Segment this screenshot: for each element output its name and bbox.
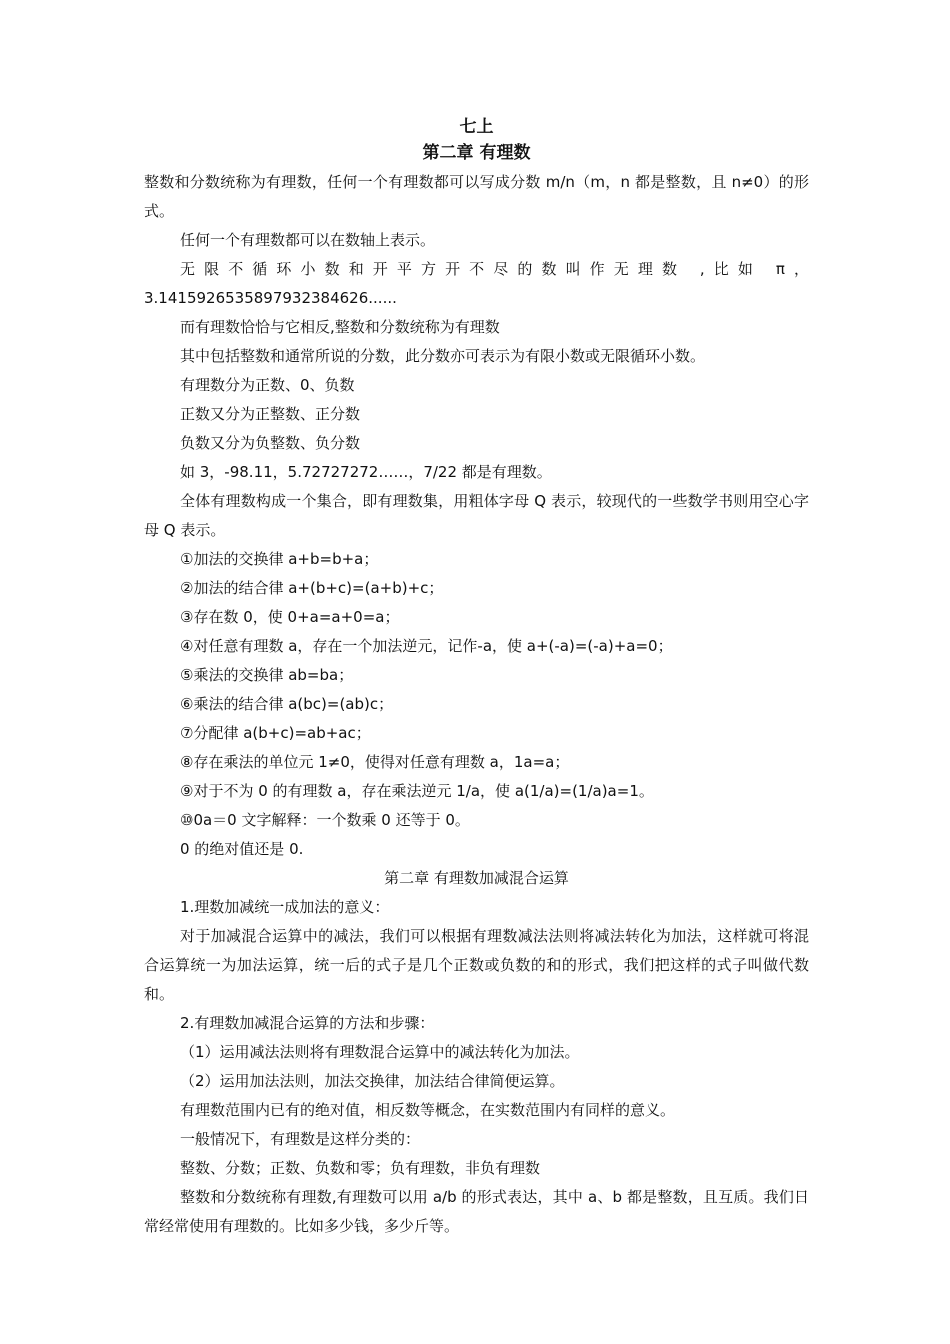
paragraph: 整数、分数；正数、负数和零；负有理数，非负有理数 [180, 1159, 541, 1177]
paragraph: ⑧存在乘法的单位元 1≠0，使得对任意有理数 a，1a=a； [180, 753, 570, 771]
paragraph: 整数和分数统称有理数,有理数可以用 a/b 的形式表达，其中 a、b 都是整数，且互质。我们日常经常使用有理数的。比如多少钱，多少斤等。 [144, 1188, 809, 1235]
paragraph: 负数又分为负整数、负分数 [180, 434, 361, 452]
paragraph: ⑨对于不为 0 的有理数 a，存在乘法逆元 1/a，使 a(1/a)=(1/a)a=1。 [180, 782, 654, 800]
chapter-body [144, 168, 809, 864]
document-title: 七上 [459, 117, 494, 137]
paragraph: ②加法的结合律 a+(b+c)=(a+b)+c； [180, 579, 444, 597]
section-heading: 第二章 有理数加减混合运算 [384, 869, 569, 887]
paragraph: 对于加减混合运算中的减法，我们可以根据有理数减法法则将减法转化为加法，这样就可将混合运算统一为加法运算，统一后的式子是几个正数或负数的和的形式，我们把这样的式子叫做代数和。 [144, 927, 809, 1003]
paragraph: ⑩0a＝0 文字解释：一个数乘 0 还等于 0。 [180, 811, 470, 829]
paragraph: 无限不循环小数和开平方开不尽的数叫作无理数 ,比如 π，3.1415926535897932384626...... [144, 260, 809, 307]
paragraph: 其中包括整数和通常所说的分数，此分数亦可表示为有限小数或无限循环小数。 [180, 347, 706, 365]
paragraph: 有理数分为正数、0、负数 [180, 376, 355, 394]
paragraph: ③存在数 0，使 0+a=a+0=a； [180, 608, 400, 626]
paragraph: 正数又分为正整数、正分数 [180, 405, 361, 423]
paragraph: ⑥乘法的结合律 a(bc)=(ab)c； [180, 695, 394, 713]
paragraph: 1.理数加减统一成加法的意义： [180, 898, 390, 916]
section-body [144, 893, 809, 1241]
paragraph: 如 3，-98.11，5.72727272……，7/22 都是有理数。 [180, 463, 552, 481]
paragraph: 整数和分数统称为有理数，任何一个有理数都可以写成分数 m/n（m，n 都是整数，且 n≠0）的形式。 [144, 173, 809, 220]
paragraph: （1）运用减法法则将有理数混合运算中的减法转化为加法。 [180, 1043, 580, 1061]
paragraph: （2）运用加法法则，加法交换律，加法结合律简便运算。 [180, 1072, 565, 1090]
paragraph: ①加法的交换律 a+b=b+a； [180, 550, 379, 568]
paragraph: 任何一个有理数都可以在数轴上表示。 [180, 231, 436, 249]
chapter-title: 第二章 有理数 [422, 143, 531, 163]
paragraph: 有理数范围内已有的绝对值，相反数等概念，在实数范围内有同样的意义。 [180, 1101, 676, 1119]
paragraph: ⑤乘法的交换律 ab=ba； [180, 666, 354, 684]
paragraph: 2.有理数加减混合运算的方法和步骤： [180, 1014, 435, 1032]
paragraph: ⑦分配律 a(b+c)=ab+ac； [180, 724, 371, 742]
paragraph: ④对任意有理数 a，存在一个加法逆元，记作-a，使 a+(-a)=(-a)+a=0； [180, 637, 673, 655]
paragraph: 而有理数恰恰与它相反,整数和分数统称为有理数 [180, 318, 500, 336]
paragraph: 一般情况下，有理数是这样分类的： [180, 1130, 421, 1148]
paragraph: 0 的绝对值还是 0. [180, 840, 304, 858]
paragraph: 全体有理数构成一个集合，即有理数集，用粗体字母 Q 表示，较现代的一些数学书则用空心字母 Q 表示。 [144, 492, 809, 539]
document-page [144, 114, 809, 1241]
